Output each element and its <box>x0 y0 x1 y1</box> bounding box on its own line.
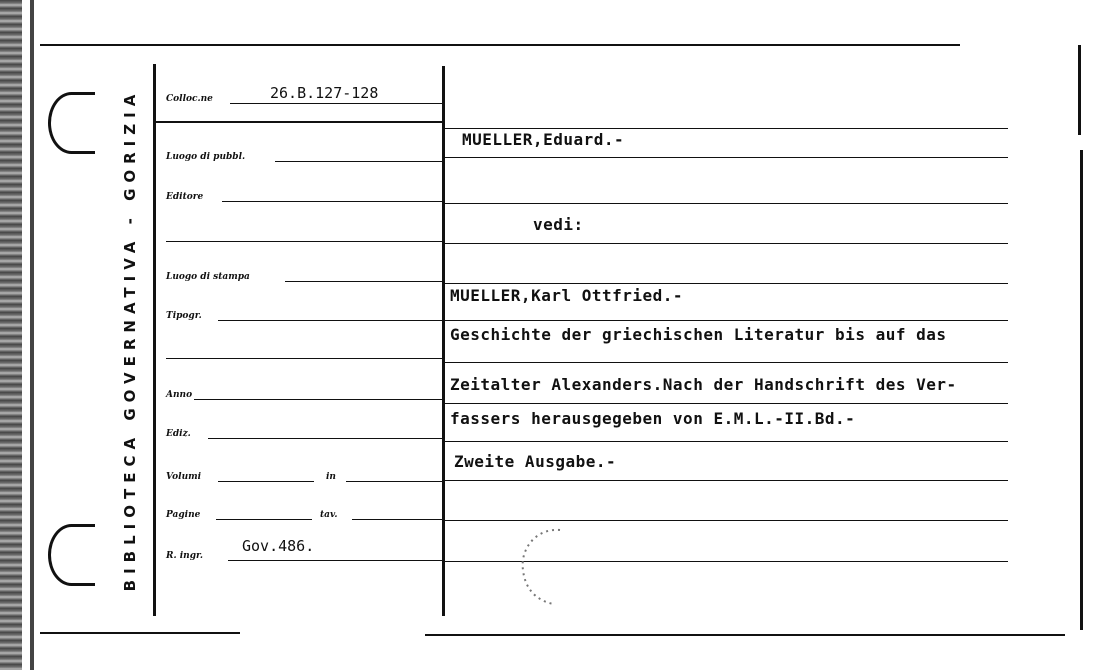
faint-stamp-mark <box>505 520 575 610</box>
collocazione-line <box>230 103 442 104</box>
luogo-pubbl-line <box>275 161 442 162</box>
vedi-text: vedi: <box>533 215 584 234</box>
pagine-label: Pagine <box>166 510 201 520</box>
card-bottom-rule-left <box>40 632 240 634</box>
editore-line <box>222 201 442 202</box>
right-rule-10 <box>445 480 1008 481</box>
volumi-label: Volumi <box>166 472 202 482</box>
editore-label: Editore <box>166 192 204 202</box>
author-heading: MUELLER,Karl Ottfried.- <box>450 286 684 305</box>
ediz-line <box>208 438 442 439</box>
card-top-rule <box>40 44 960 46</box>
r-ingr-label: R. ingr. <box>166 551 204 561</box>
tipogr-line-2 <box>166 358 442 359</box>
binder-hole-bottom <box>48 524 95 586</box>
right-rule-7 <box>445 362 1008 363</box>
collocazione-value: 26.B.127-128 <box>270 84 379 102</box>
right-rule-8 <box>445 403 1008 404</box>
right-rule-5 <box>445 283 1008 284</box>
luogo-stampa-line <box>285 281 442 282</box>
library-stamp-vertical: BIBLIOTECA GOVERNATIVA - GORIZIA <box>121 88 139 592</box>
title-line-1: Geschichte der griechischen Literatur bis auf das <box>450 325 947 344</box>
r-ingr-value: Gov.486. <box>242 537 315 555</box>
anno-line <box>194 399 442 400</box>
r-ingr-line <box>228 560 442 561</box>
in-label: in <box>326 472 336 482</box>
card-left-edge-line <box>30 0 34 670</box>
card-left-edge <box>0 0 22 670</box>
pagine-line <box>216 519 312 520</box>
edition-line: Zweite Ausgabe.- <box>454 452 617 471</box>
reference-author: MUELLER,Eduard.- <box>462 130 625 149</box>
anno-label: Anno <box>166 390 193 400</box>
right-rule-1 <box>445 128 1008 129</box>
in-line <box>346 481 442 482</box>
right-rule-2 <box>445 157 1008 158</box>
left-margin-rule <box>153 64 156 616</box>
card-right-edge <box>1080 150 1083 630</box>
left-header-rule <box>156 121 442 123</box>
center-divider-rule <box>442 66 445 616</box>
collocazione-label: Colloc.ne <box>166 94 213 104</box>
editore-line-2 <box>166 241 442 242</box>
right-rule-6 <box>445 320 1008 321</box>
title-line-3: fassers herausgegeben von E.M.L.-II.Bd.- <box>450 409 856 428</box>
card-right-edge-top <box>1078 45 1081 135</box>
volumi-line <box>218 481 314 482</box>
binder-hole-top <box>48 92 95 154</box>
tipogr-line <box>218 320 442 321</box>
tav-label: tav. <box>320 510 338 520</box>
card-bottom-rule-right <box>425 634 1065 636</box>
right-rule-3 <box>445 203 1008 204</box>
title-line-2: Zeitalter Alexanders.Nach der Handschrift des Ver- <box>450 375 957 394</box>
right-rule-4 <box>445 243 1008 244</box>
right-rule-9 <box>445 441 1008 442</box>
tipogr-label: Tipogr. <box>166 311 202 321</box>
tav-line <box>352 519 442 520</box>
ediz-label: Ediz. <box>166 429 191 439</box>
luogo-pubbl-label: Luogo di pubbl. <box>166 152 246 162</box>
luogo-stampa-label: Luogo di stampa <box>166 272 250 282</box>
